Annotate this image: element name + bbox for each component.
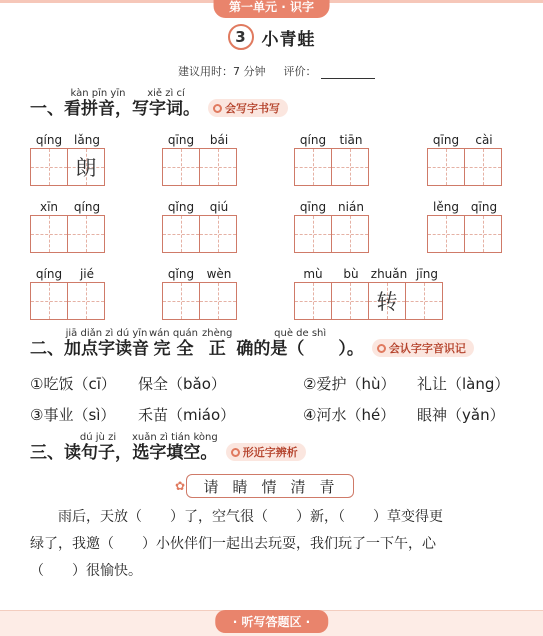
option-item: 禾苗（miáo） — [138, 406, 236, 424]
section-2-heading — [30, 328, 474, 359]
title-pinyin: xuǎn zì tián kòng — [132, 432, 218, 443]
skill-tag: 形近字辨析 — [226, 443, 306, 461]
tian-grid-row — [427, 215, 503, 253]
pinyin-row — [30, 267, 106, 282]
tian-grid-cell[interactable] — [30, 282, 68, 320]
pinyin-syllable: qíng — [299, 133, 327, 147]
word-writing-block — [427, 200, 503, 253]
tian-grid-row — [294, 148, 370, 186]
tian-grid-cell[interactable] — [162, 215, 200, 253]
paragraph-line[interactable]: 绿了，我邀（ ）小伙伴们一起出去玩耍，我们玩了一下午，心 — [30, 536, 436, 552]
choice-char: 情 — [261, 477, 279, 496]
option-row-2 — [30, 404, 505, 425]
pinyin-row — [162, 133, 238, 148]
pinyin-row — [294, 267, 446, 282]
pinyin-syllable: xīn — [39, 200, 59, 214]
title-pinyin: què de shì — [274, 328, 327, 339]
tian-grid-cell[interactable] — [427, 215, 465, 253]
tian-grid-row — [162, 282, 238, 320]
word-writing-block — [30, 267, 106, 320]
option-row-1 — [30, 373, 509, 394]
pinyin-row — [294, 200, 370, 215]
title-chars: 完 全 — [153, 339, 194, 359]
section-3-number: 三、 — [30, 443, 64, 463]
pinyin-row — [162, 267, 238, 282]
lesson-title: 小青蛙 — [261, 29, 316, 50]
word-writing-block — [294, 267, 446, 320]
tian-grid-cell[interactable] — [162, 282, 200, 320]
tian-grid-cell[interactable] — [30, 148, 68, 186]
tian-grid-row — [30, 148, 106, 186]
title-chars: 确的是（ ）。 — [236, 339, 364, 359]
tian-grid-row — [162, 215, 238, 253]
pinyin-syllable: qīng — [470, 200, 498, 214]
pinyin-syllable: bù — [343, 267, 359, 281]
suggested-time: 建议用时：7 分钟 — [178, 65, 266, 78]
title-pinyin: jiā diǎn zì dú yīn — [65, 328, 148, 339]
title-pinyin: wán quán — [149, 328, 198, 339]
section-2-number: 二、 — [30, 339, 64, 359]
tian-grid-cell[interactable] — [331, 282, 369, 320]
tian-grid-row — [162, 148, 238, 186]
section-1-number: 一、 — [30, 99, 64, 119]
title-chars: 看拼音， — [64, 99, 132, 119]
tian-grid-cell[interactable] — [199, 282, 237, 320]
pinyin-syllable: wèn — [206, 267, 232, 281]
title-chars: 正 — [208, 339, 226, 359]
tag-bullet-icon — [231, 448, 240, 457]
pinyin-syllable: qíng — [35, 267, 63, 281]
option-item[interactable]: ②爱护（hù） — [303, 375, 396, 393]
pinyin-row — [427, 200, 503, 215]
pinyin-syllable: zhuǎn — [370, 267, 408, 281]
tian-grid-row — [30, 215, 106, 253]
pinyin-syllable: lǎng — [74, 133, 100, 147]
unit-banner: 第一单元 · 识字 — [213, 0, 330, 18]
word-writing-block — [294, 200, 370, 253]
tian-grid-cell[interactable] — [199, 215, 237, 253]
title-chars: 写字词。 — [132, 99, 200, 119]
tian-grid-cell[interactable] — [30, 215, 68, 253]
evaluation-blank[interactable] — [321, 69, 375, 79]
pinyin-syllable: jié — [79, 267, 95, 281]
choice-char: 青 — [319, 477, 337, 496]
pinyin-syllable: tiān — [339, 133, 363, 147]
tian-grid-cell[interactable] — [464, 215, 502, 253]
tian-grid-cell[interactable] — [67, 215, 105, 253]
tian-grid-cell[interactable] — [427, 148, 465, 186]
title-pinyin: xiě zì cí — [147, 88, 185, 99]
time-evaluation-row — [178, 63, 375, 79]
pinyin-syllable: nián — [338, 200, 364, 214]
tian-grid-row — [427, 148, 503, 186]
pinyin-row — [427, 133, 503, 148]
tian-grid-row — [294, 282, 446, 320]
paragraph-line[interactable]: 雨后，天放（ ）了，空气很（ ）新，（ ）草变得更 — [58, 509, 443, 525]
pinyin-syllable: mù — [303, 267, 323, 281]
tian-grid-cell[interactable] — [368, 282, 406, 320]
tian-grid-cell[interactable] — [199, 148, 237, 186]
pinyin-syllable: qǐng — [167, 267, 195, 281]
fill-in-paragraph — [30, 504, 520, 585]
tian-grid-cell[interactable] — [67, 282, 105, 320]
tian-grid-cell[interactable] — [331, 215, 369, 253]
pinyin-syllable: qǐng — [167, 200, 195, 214]
word-writing-block — [162, 200, 238, 253]
word-writing-block — [162, 267, 238, 320]
title-pinyin: kàn pīn yīn — [70, 88, 126, 99]
pinyin-syllable: bái — [209, 133, 229, 147]
tian-grid-cell[interactable] — [294, 282, 332, 320]
option-item: 眼神（yǎn） — [417, 406, 505, 424]
character-choice-box — [186, 474, 354, 498]
pinyin-syllable: qīng — [167, 133, 195, 147]
evaluation-label: 评价： — [283, 65, 317, 78]
section-1-heading — [30, 88, 288, 119]
option-item[interactable]: ①吃饭（cī） — [30, 375, 116, 393]
option-item[interactable]: ③事业（sì） — [30, 406, 116, 424]
tian-grid-cell[interactable] — [67, 148, 105, 186]
written-character: 朗 — [75, 156, 97, 180]
section-3-heading — [30, 432, 306, 463]
option-item: 保全（bǎo） — [138, 375, 226, 393]
written-character: 转 — [376, 290, 398, 314]
choice-char: 清 — [290, 477, 308, 496]
choice-char: 睛 — [232, 477, 250, 496]
tian-grid-cell[interactable] — [294, 215, 332, 253]
choice-char: 请 — [203, 477, 221, 496]
skill-tag: 会认字字音识记 — [372, 339, 474, 357]
paragraph-line[interactable]: （ ）很愉快。 — [30, 563, 142, 579]
pinyin-syllable: qīng — [299, 200, 327, 214]
word-writing-block — [294, 133, 370, 186]
pinyin-syllable: cài — [475, 133, 493, 147]
dictation-area-title: · 听写答题区 · — [215, 610, 328, 633]
skill-tag: 会写字书写 — [208, 99, 288, 117]
pinyin-syllable: qíng — [35, 133, 63, 147]
word-writing-block — [30, 133, 106, 186]
title-pinyin: dú jù zi — [79, 432, 117, 443]
tian-grid-cell[interactable] — [294, 148, 332, 186]
tag-bullet-icon — [377, 344, 386, 353]
pinyin-syllable: qīng — [432, 133, 460, 147]
word-writing-block — [30, 200, 106, 253]
pinyin-syllable: jīng — [416, 267, 438, 281]
title-chars: 读句子， — [64, 443, 132, 463]
pinyin-syllable: lěng — [433, 200, 459, 214]
pinyin-syllable: qiú — [209, 200, 229, 214]
tian-grid-cell[interactable] — [331, 148, 369, 186]
option-item[interactable]: ④河水（hé） — [303, 406, 396, 424]
lesson-number-badge: 3 — [228, 24, 254, 50]
pinyin-row — [162, 200, 238, 215]
title-chars: 选字填空。 — [132, 443, 218, 463]
tian-grid-cell[interactable] — [162, 148, 200, 186]
pinyin-row — [30, 133, 106, 148]
title-pinyin: zhèng — [201, 328, 233, 339]
tag-bullet-icon — [213, 104, 222, 113]
tian-grid-row — [30, 282, 106, 320]
pinyin-row — [30, 200, 106, 215]
pinyin-syllable: qíng — [73, 200, 101, 214]
title-chars: 加点字读音 — [64, 339, 149, 359]
tian-grid-row — [294, 215, 370, 253]
flower-icon: ✿ — [175, 479, 186, 493]
lesson-title-row — [0, 24, 543, 50]
option-item: 礼让（làng） — [417, 375, 510, 393]
tian-grid-cell[interactable] — [405, 282, 443, 320]
word-writing-block — [162, 133, 238, 186]
word-writing-block — [427, 133, 503, 186]
pinyin-row — [294, 133, 370, 148]
tian-grid-cell[interactable] — [464, 148, 502, 186]
